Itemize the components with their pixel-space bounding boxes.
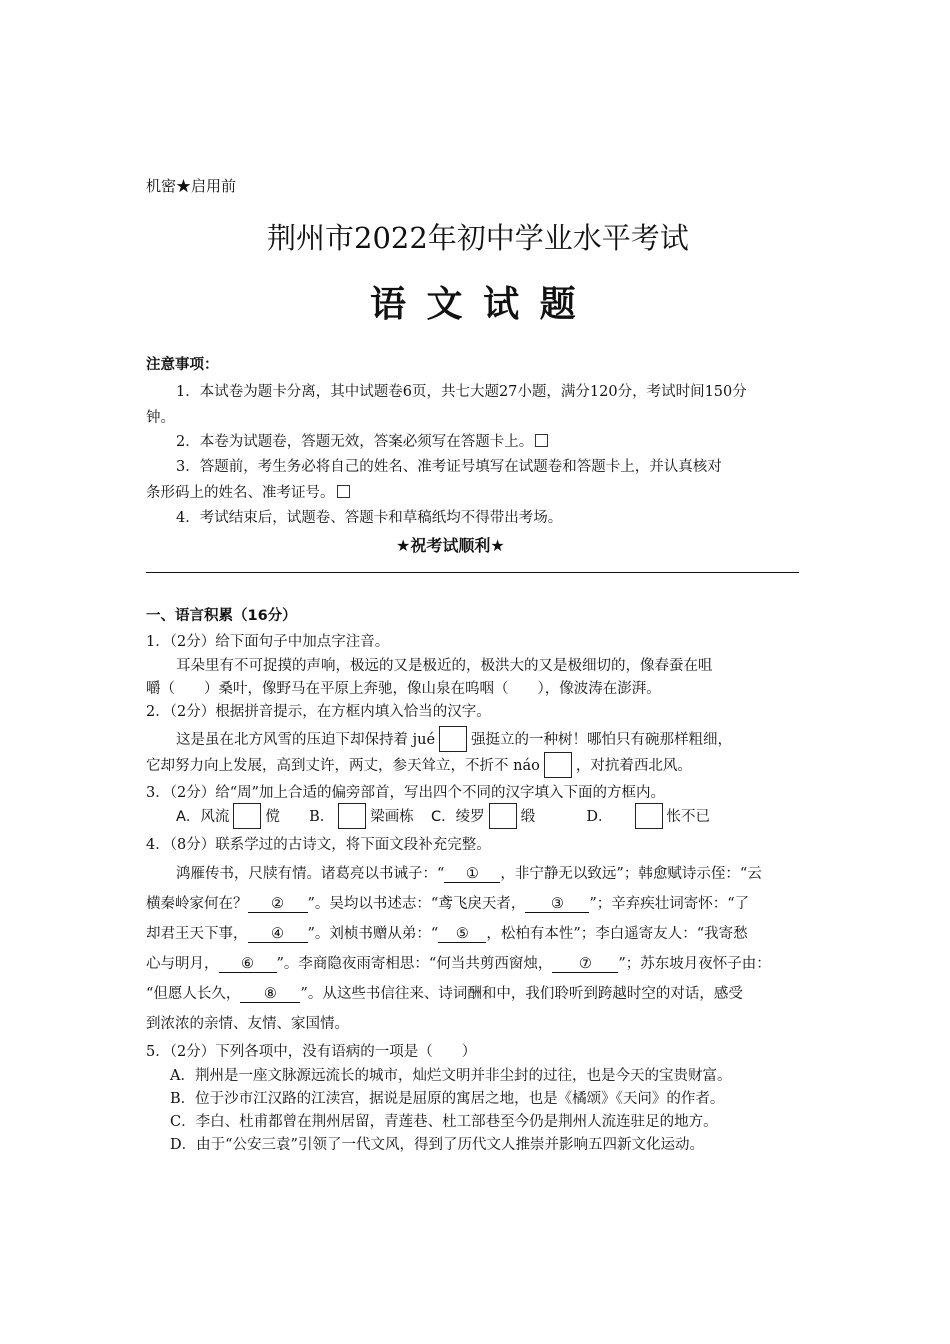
notice-item-3-cont: 条形码上的姓名、准考证号。	[146, 481, 350, 502]
q4-line1: 鸿雁传书，尺牍有情。诸葛亮以书诫子：“ ① ，非宁静无以致远”；韩愈赋诗示侄：“云	[176, 866, 762, 882]
blank-2[interactable]: ②	[248, 896, 308, 913]
blank-7[interactable]: ⑦	[552, 956, 618, 973]
q4-line2: 横秦岭家何在？ ② ”。吴均以书述志：“鸢飞戾天者， ③ ”；辛弃疾壮词寄怀：“了	[146, 896, 750, 912]
divider	[146, 572, 799, 573]
answer-box-d[interactable]	[635, 803, 663, 829]
q3-options	[176, 803, 710, 829]
answer-box-c[interactable]	[489, 803, 517, 829]
blank-4[interactable]: ④	[248, 926, 308, 943]
answer-box-nao[interactable]	[544, 752, 572, 778]
q5-option-b[interactable]: B．位于沙市江汉路的江渎宫，据说是屈原的寓居之地，也是《橘颂》《天问》的作者。	[170, 1091, 725, 1107]
notice-item-1-cont: 钟。	[146, 410, 175, 426]
square-icon	[337, 485, 350, 498]
answer-box-a[interactable]	[233, 803, 261, 829]
q5-option-d[interactable]: D．由于“公安三袁”引领了一代文风，得到了历代文人推崇并影响五四新文化运动。	[170, 1137, 704, 1153]
q4-line5: “但愿人长久， ⑧ ”。从这些书信往来、诗词酬和中，我们聆听到跨越时空的对话，感受	[146, 986, 743, 1002]
answer-box-jue[interactable]	[439, 726, 467, 752]
blessing-text: ★祝考试顺利★	[396, 536, 505, 555]
q3-option-b: B． 梁画栋	[309, 809, 414, 825]
confidential-label: 机密★启用前	[146, 177, 237, 195]
blank-3[interactable]: ③	[525, 896, 589, 913]
blank-5[interactable]: ⑤	[438, 926, 486, 943]
notice-item-4: 4．考试结束后，试题卷、答题卡和草稿纸均不得带出考场。	[176, 510, 563, 526]
answer-box-b[interactable]	[338, 803, 366, 829]
q5-option-a[interactable]: A．荆州是一座文脉源远流长的城市，灿烂文明并非尘封的过往，也是今天的宝贵财富。	[170, 1068, 732, 1084]
q1-passage-line2: 嚼（ ）桑叶，像野马在平原上奔驰，像山泉在呜咽（ ），像波涛在澎湃。	[146, 681, 661, 697]
q2-stem: 2．（2分）根据拼音提示，在方框内填入恰当的汉字。	[146, 704, 491, 720]
q3-stem: 3．（2分）给“周”加上合适的偏旁部首，写出四个不同的汉字填入下面的方框内。	[146, 785, 666, 801]
q2-passage-line1: 这是虽在北方风雪的压迫下却保持着 jué 强挺立的一种树！哪怕只有碗那样粗细，	[176, 726, 732, 752]
blank-6[interactable]: ⑥	[219, 956, 277, 973]
blank-8[interactable]: ⑧	[240, 986, 300, 1003]
q5-stem: 5．（2分）下列各项中，没有语病的一项是（ ）	[146, 1044, 477, 1060]
q4-line6: 到浓浓的亲情、友情、家国情。	[146, 1016, 349, 1032]
notice-item-3: 3．答题前，考生务必将自己的姓名、准考证号填写在试题卷和答题卡上，并认真核对	[176, 459, 722, 475]
q4-line3: 却君王天下事， ④ ”。刘桢书赠从弟：“ ⑤ ，松柏有本性”；李白遥寄友人：“我寄愁	[146, 926, 748, 942]
square-icon	[535, 434, 548, 447]
q4-stem: 4．（8分）联系学过的古诗文，将下面文段补充完整。	[146, 837, 491, 853]
q2-passage-line2: 它却努力向上发展，高到丈许，两丈，参天耸立，不折不 náo ，对抗着西北风。	[146, 752, 692, 778]
section-heading: 一、语言积累（16分）	[146, 608, 297, 624]
notice-heading: 注意事项：	[146, 357, 219, 373]
subject-title: 语 文 试 题	[370, 284, 580, 325]
q1-stem: 1．（2分）给下面句子中加点字注音。	[146, 634, 390, 650]
blank-1[interactable]: ①	[444, 866, 500, 883]
notice-item-2: 2．本卷为试题卷，答题无效，答案必须写在答题卡上。	[176, 430, 548, 451]
q3-option-a: A．风流 傥	[176, 809, 280, 825]
notice-item-1: 1．本试卷为题卡分离，其中试题卷6页，共七大题27小题，满分120分，考试时间150分	[176, 384, 747, 400]
exam-title: 荆州市2022年初中学业水平考试	[267, 221, 689, 255]
q3-option-d: D． 怅不已	[586, 809, 710, 825]
q1-passage-line1: 耳朵里有不可捉摸的声响，极远的又是极近的，极洪大的又是极细切的，像春蚕在咀	[176, 658, 713, 674]
q4-line4: 心与明月， ⑥ ”。李商隐夜雨寄相思：“何当共剪西窗烛， ⑦ ”；苏东坡月夜怀子由：	[146, 956, 771, 972]
q5-option-c[interactable]: C．李白、杜甫都曾在荆州居留，青莲巷、杜工部巷至今仍是荆州人流连驻足的地方。	[170, 1114, 718, 1130]
q3-option-c: C．绫罗 缎	[431, 809, 535, 825]
